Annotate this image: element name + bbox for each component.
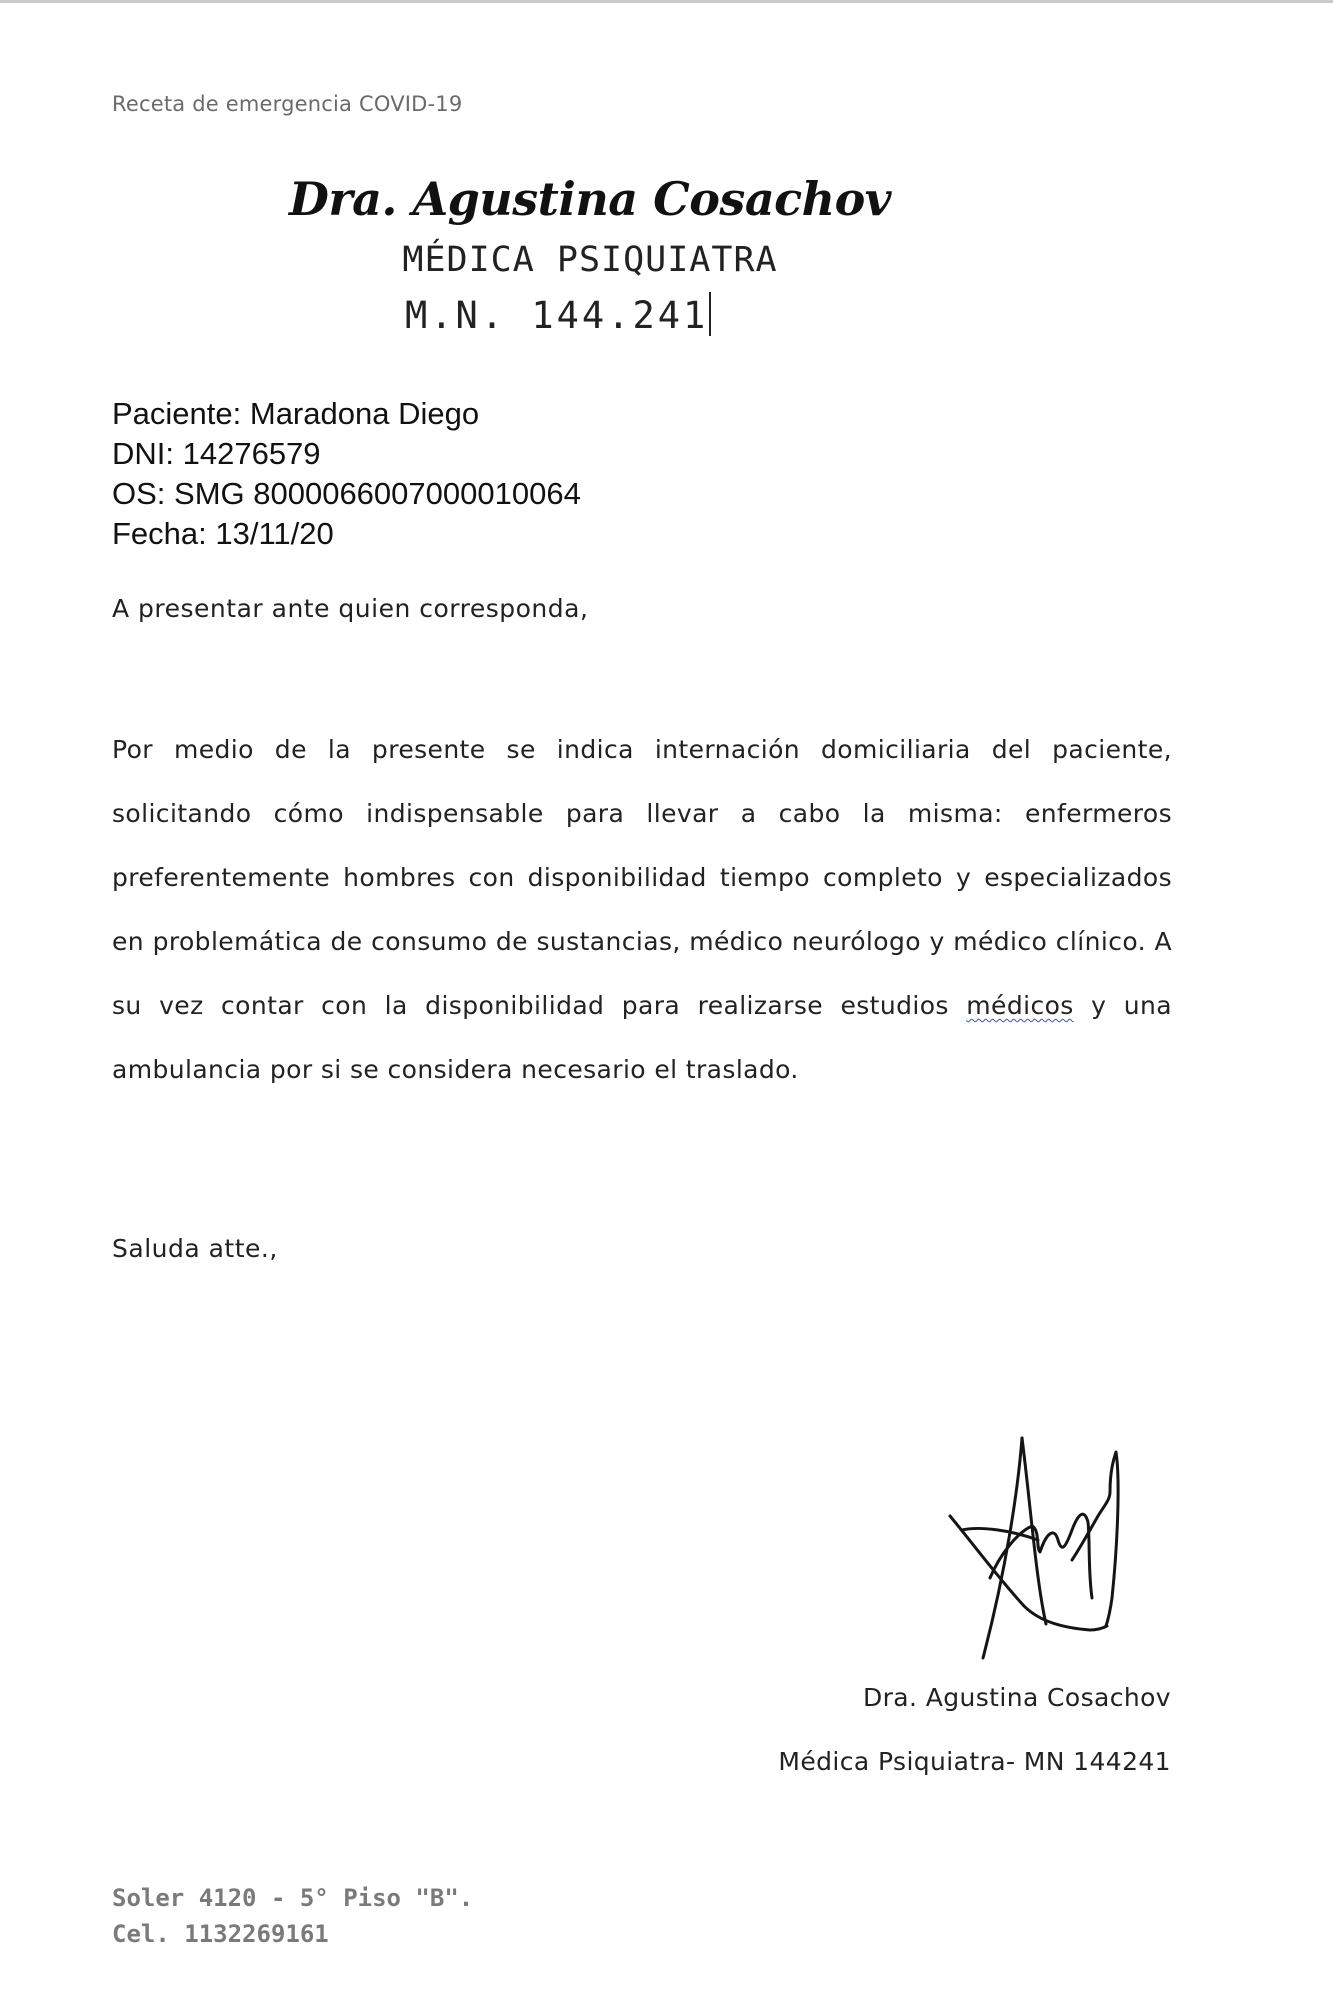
letterhead-specialty: MÉDICA PSIQUIATRA [402,240,778,280]
patient-os: OS: SMG 8000066007000010064 [112,476,581,511]
patient-date: Fecha: 13/11/20 [112,516,334,551]
handwritten-signature [940,1430,1140,1670]
footer-address: Soler 4120 - 5° Piso "B". [112,1884,474,1912]
letterhead-license-line [405,292,711,337]
body-text-part1: Por medio de la presente se indica internación domiciliaria del paciente, solicitando cómo indispensable para llevar a cabo la misma: enfermeros preferentemente hombres con disponibilidad tiempo completo y especializados en problemática de consumo de sustancias, médico neurólogo y médico clínico. A su vez contar con la disponibilidad para realizarse estudios [112,735,1172,1020]
footer-contact [112,1880,473,1952]
text-cursor [709,292,711,336]
letterhead-license: M.N. 144.241 [405,294,709,337]
prescription-body [112,718,1172,1102]
top-border [0,0,1333,3]
patient-info [112,394,581,554]
signature-name: Dra. Agustina Cosachov [862,1683,1171,1712]
patient-dni: DNI: 14276579 [112,436,321,471]
salutation: A presentar ante quien corresponda, [112,594,589,623]
closing: Saluda atte., [112,1234,278,1263]
header-note: Receta de emergencia COVID-19 [112,92,463,116]
spellcheck-flagged-word: médicos [966,991,1074,1020]
patient-name: Paciente: Maradona Diego [112,396,480,431]
footer-phone: Cel. 1132269161 [112,1920,329,1948]
letterhead-doctor-name: Dra. Agustina Cosachov [288,172,891,226]
body-text-part2: y una ambulancia por si se considera necesario el traslado. [112,991,1172,1084]
signature-title: Médica Psiquiatra- MN 144241 [778,1747,1171,1776]
